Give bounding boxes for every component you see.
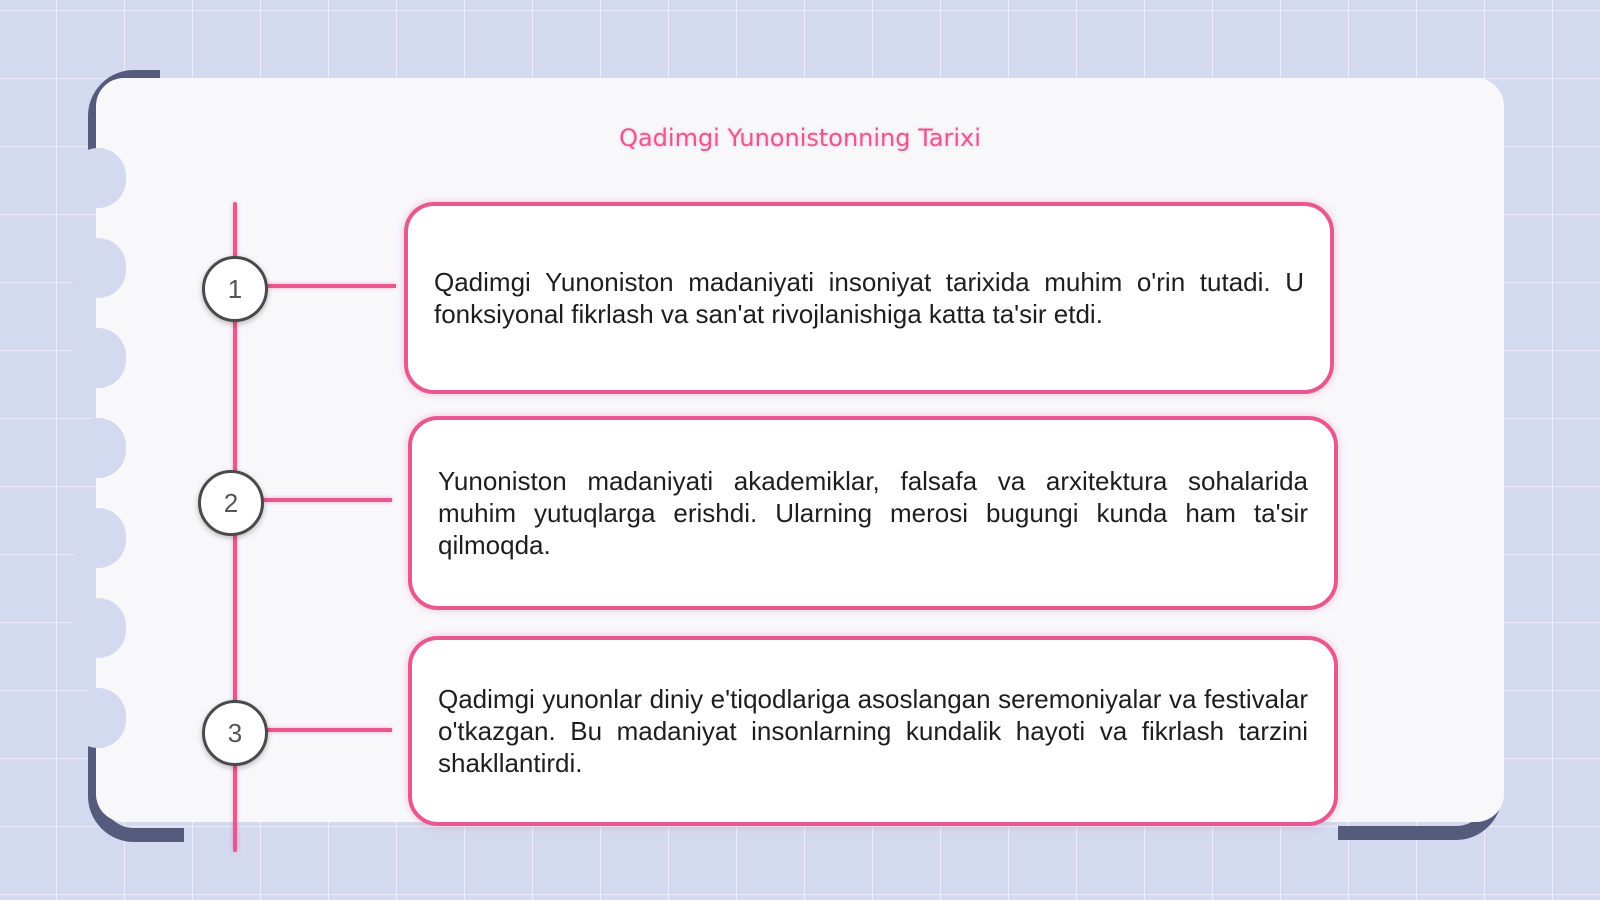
timeline-card-1 [404,202,1334,394]
card-notch [70,148,126,208]
card-notch [70,328,126,388]
card-notch [70,418,126,478]
page-title: Qadimgi Yunonistonning Tarixi [619,124,981,152]
timeline-card-2 [408,416,1338,610]
timeline-marker-2: 2 [198,470,264,536]
timeline-connector [266,284,396,288]
timeline-card-text: Qadimgi yunonlar diniy e'tiqodlariga asoslangan seremoniyalar va festivalar o'tkazgan. Bu madaniyat insonlarning kundalik hayoti va fikrlash tarzini shakllantirdi. [438,684,1308,778]
timeline-marker-3: 3 [202,700,268,766]
timeline-card-text: Yunoniston madaniyati akademiklar, falsafa va arxitektura sohalarida muhim yutuqlarga erishdi. Ularning merosi bugungi kunda ham ta'sir qilmoqda. [438,466,1308,560]
card-notch [70,238,126,298]
card-notch [70,508,126,568]
card-notch [70,688,126,748]
timeline-connector [262,498,392,502]
timeline-card-text: Qadimgi Yunoniston madaniyati insoniyat tarixida muhim o'rin tutadi. U fonksiyonal fikrlash va san'at rivojlanishiga katta ta'sir etdi. [434,267,1304,329]
card-notch [70,598,126,658]
timeline-connector [266,728,392,732]
timeline-card-3 [408,636,1338,826]
timeline-marker-1: 1 [202,256,268,322]
